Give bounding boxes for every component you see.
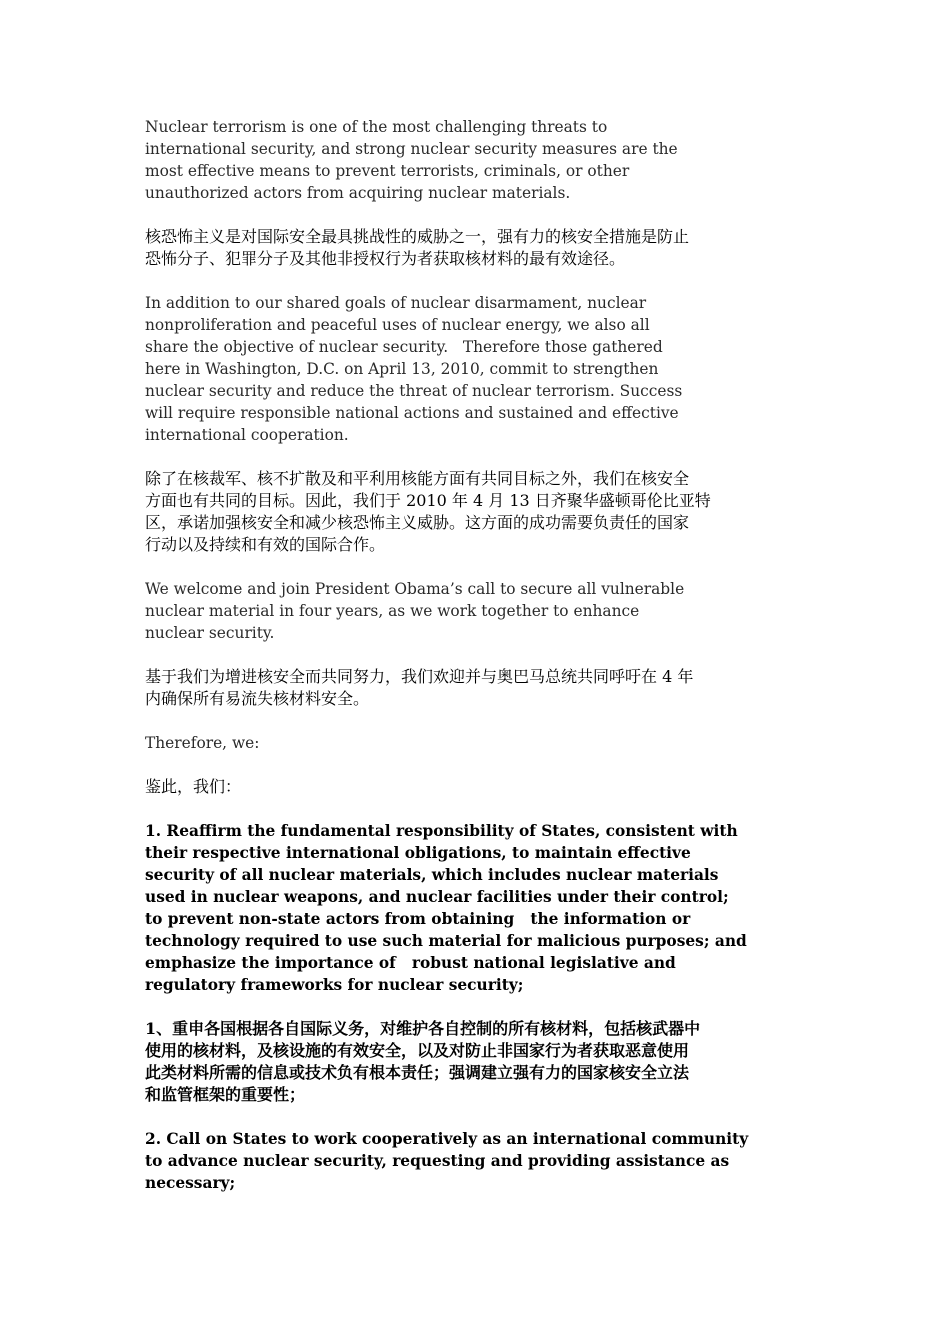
paragraph-line: international cooperation.: [145, 426, 349, 444]
paragraph-line: international security, and strong nuclear security measures are the: [145, 140, 678, 158]
paragraph-zh-4: [145, 776, 835, 798]
paragraph-en-1: [145, 116, 835, 204]
paragraph-line: 使用的核材料，及核设施的有效安全，以及对防止非国家行为者获取恶意使用: [145, 1041, 690, 1060]
paragraph-line: security of all nuclear materials, which includes nuclear materials: [145, 866, 719, 884]
document-body: [145, 116, 835, 1194]
paragraph-line: 和监管框架的重要性；: [145, 1085, 306, 1104]
paragraph-line: nuclear security and reduce the threat of nuclear terrorism. Success: [145, 382, 683, 400]
paragraph-line: 除了在核裁军、核不扩散及和平利用核能方面有共同目标之外，我们在核安全: [145, 469, 690, 488]
paragraph-line: We welcome and join President Obama’s call to secure all vulnerable: [145, 580, 685, 598]
paragraph-line: In addition to our shared goals of nuclear disarmament, nuclear: [145, 294, 647, 312]
paragraph-en-4: [145, 732, 835, 754]
paragraph-line: 1. Reaffirm the fundamental responsibility of States, consistent with: [145, 822, 738, 840]
paragraph-line: used in nuclear weapons, and nuclear facilities under their control;: [145, 888, 729, 906]
paragraph-line: most effective means to prevent terrorists, criminals, or other: [145, 162, 630, 180]
paragraph-line: technology required to use such material for malicious purposes; and: [145, 932, 747, 950]
paragraph-line: their respective international obligations, to maintain effective: [145, 844, 691, 862]
paragraph-line: 2. Call on States to work cooperatively as an international community: [145, 1130, 749, 1148]
paragraph-line: Therefore, we:: [145, 734, 260, 752]
numbered-item-2-en: [145, 1128, 835, 1194]
paragraph-line: nonproliferation and peaceful uses of nuclear energy, we also all: [145, 316, 650, 334]
paragraph-line: Nuclear terrorism is one of the most challenging threats to: [145, 118, 608, 136]
numbered-item-1-zh: [145, 1018, 835, 1106]
numbered-item-1-en: [145, 820, 835, 996]
paragraph-line: nuclear security.: [145, 624, 275, 642]
paragraph-line: 此类材料所需的信息或技术负有根本责任；强调建立强有力的国家核安全立法: [145, 1063, 690, 1082]
paragraph-line: 内确保所有易流失核材料安全。: [145, 689, 370, 708]
paragraph-en-3: [145, 578, 835, 644]
paragraph-zh-3: [145, 666, 835, 710]
paragraph-line: 行动以及持续和有效的国际合作。: [145, 535, 386, 554]
paragraph-line: unauthorized actors from acquiring nuclear materials.: [145, 184, 571, 202]
paragraph-line: necessary;: [145, 1174, 236, 1192]
paragraph-line: 区，承诺加强核安全和减少核恐怖主义威胁。这方面的成功需要负责任的国家: [145, 513, 690, 532]
paragraph-en-2: [145, 292, 835, 446]
paragraph-line: here in Washington, D.C. on April 13, 2010, commit to strengthen: [145, 360, 659, 378]
paragraph-line: 1、重申各国根据各自国际义务，对维护各自控制的所有核材料，包括核武器中: [145, 1019, 701, 1038]
paragraph-line: will require responsible national actions and sustained and effective: [145, 404, 679, 422]
paragraph-line: to prevent non-state actors from obtaining the information or: [145, 910, 691, 928]
paragraph-line: 核恐怖主义是对国际安全最具挑战性的威胁之一，强有力的核安全措施是防止: [145, 227, 690, 246]
paragraph-zh-1: [145, 226, 835, 270]
paragraph-line: share the objective of nuclear security. Therefore those gathered: [145, 338, 663, 356]
paragraph-line: regulatory frameworks for nuclear security;: [145, 976, 524, 994]
paragraph-line: 基于我们为增进核安全而共同努力，我们欢迎并与奥巴马总统共同呼吁在 4 年: [145, 667, 694, 686]
paragraph-zh-2: [145, 468, 835, 556]
paragraph-line: emphasize the importance of robust national legislative and: [145, 954, 676, 972]
paragraph-line: 鉴此，我们：: [145, 777, 242, 796]
paragraph-line: to advance nuclear security, requesting and providing assistance as: [145, 1152, 730, 1170]
paragraph-line: 恐怖分子、犯罪分子及其他非授权行为者获取核材料的最有效途径。: [145, 249, 626, 268]
paragraph-line: nuclear material in four years, as we work together to enhance: [145, 602, 640, 620]
paragraph-line: 方面也有共同的目标。因此，我们于 2010 年 4 月 13 日齐聚华盛顿哥伦比亚特: [145, 491, 711, 510]
